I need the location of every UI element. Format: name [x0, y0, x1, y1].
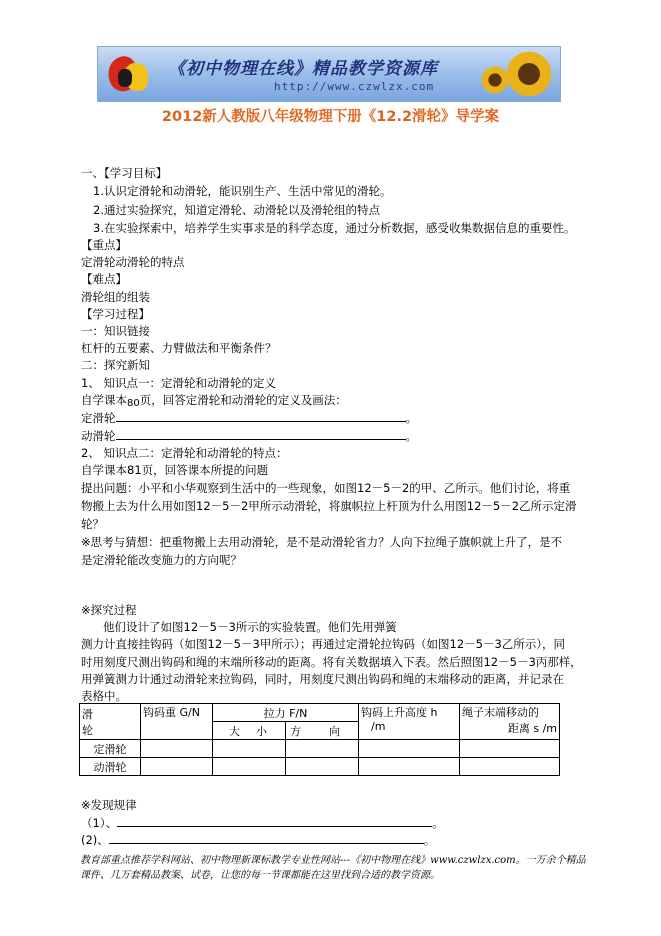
table-header-force-size	[213, 722, 286, 740]
table-header-pulley	[80, 704, 141, 740]
footer-line: 课件、几万套精品教案、试卷，让您的每一节课都能在这里找到合适的教学资源。	[80, 870, 440, 881]
table-header-rope	[460, 704, 560, 740]
explore-line: 表格中。	[81, 689, 127, 703]
force-dir-char: 方	[290, 724, 301, 738]
banner-title: 《初中物理在线》精品教学资源库	[168, 59, 438, 79]
goal-item: 2.通过实验探究，知道定滑轮、动滑轮以及滑轮组的特点	[93, 203, 380, 217]
table-cell[interactable]	[141, 758, 213, 776]
key-point-heading: 【重点】	[81, 238, 127, 252]
findings-heading: ※发现规律	[81, 798, 137, 812]
sunflower-icon	[504, 49, 554, 99]
finding-item-2	[81, 832, 435, 847]
part1-text: 杠杆的五要素、力臂做法和平衡条件？	[81, 341, 277, 355]
experiment-table	[79, 703, 560, 776]
process-heading: 【学习过程】	[81, 307, 150, 321]
finding-item-1-label: （1）、	[81, 816, 118, 830]
table-header-pulley-1: 滑	[82, 707, 93, 721]
point1-task	[81, 393, 347, 409]
part2-heading: 二：探究新知	[81, 358, 150, 372]
question-line: 提出问题：小平和小华观察到生活中的一些现象，如图12－5－2的甲、乙所示。他们讨论，将重	[81, 481, 571, 495]
header-banner	[97, 46, 561, 102]
difficulty-heading: 【难点】	[81, 272, 127, 286]
finding-2-answer-line[interactable]	[109, 832, 424, 844]
site-logo-icon-dark	[118, 69, 132, 87]
table-header-rope-2: 距离 s /m	[507, 722, 557, 735]
point1-title: 1、 知识点一：定滑轮和动滑轮的定义	[81, 376, 276, 390]
goal-item: 1.认识定滑轮和动滑轮，能识别生产、生活中常见的滑轮。	[93, 184, 392, 198]
table-row	[80, 740, 560, 758]
table-header-height-1: 钩码上升高度 h	[361, 706, 438, 719]
table-header-height	[359, 704, 460, 740]
question-line: 物搬上去为什么用如图12－5－2甲所示动滑轮，将旗帜拉上杆顶为什么用图12－5－2乙所示定滑	[81, 499, 577, 513]
point1-page: 80	[127, 398, 140, 409]
question-line: 轮？	[81, 517, 104, 531]
table-cell[interactable]	[359, 758, 460, 776]
table-row-label: 动滑轮	[80, 758, 141, 776]
table-cell[interactable]	[460, 758, 560, 776]
table-header-force: 拉力 F/N	[213, 704, 359, 722]
difficulty-text: 滑轮组的组装	[81, 290, 150, 304]
table-cell[interactable]	[286, 758, 359, 776]
footer-line: 教育部重点推荐学科网站、初中物理新课标教学专业性网站---《初中物理在线》www.czwlzx.com。一万余个精品	[80, 855, 586, 866]
table-cell[interactable]	[213, 758, 286, 776]
goal-item: 3.在实验探索中，培养学生实事求是的科学态度，通过分析数据，感受收集数据信息的重要性。	[93, 221, 576, 235]
part1-heading: 一：知识链接	[81, 324, 150, 338]
table-cell[interactable]	[213, 740, 286, 758]
finding-1-answer-line[interactable]	[117, 815, 432, 827]
explore-line: 时用刻度尺测出钩码和绳的末端所移动的距离。将有关数据填入下表。然后照图12－5－3丙那样，	[81, 655, 582, 669]
table-header-pulley-2: 轮	[82, 723, 93, 737]
explore-heading: ※探究过程	[81, 603, 137, 617]
fixed-pulley-blank	[81, 410, 417, 425]
table-header-force-direction	[286, 722, 359, 740]
explore-line: 他们设计了如图12－5－3所示的实验装置。他们先用弹簧	[103, 620, 397, 634]
table-header-height-2: /m	[371, 720, 386, 733]
key-point-text: 定滑轮动滑轮的特点	[81, 255, 185, 269]
movable-end-mark: 。	[405, 429, 417, 443]
point2-title: 2、 知识点二：定滑轮和动滑轮的特点：	[81, 446, 288, 460]
table-cell[interactable]	[141, 740, 213, 758]
table-header-rope-1: 绳子末端移动的	[462, 706, 539, 719]
fixed-end-mark: 。	[405, 411, 417, 425]
finding-item-1	[81, 815, 444, 830]
point2-task: 自学课本81页，回答课本所提的问题	[81, 463, 269, 477]
think-line: 是定滑轮能改变施力的方向呢？	[81, 553, 242, 567]
table-row-label: 定滑轮	[80, 740, 141, 758]
fixed-pulley-label: 定滑轮	[81, 411, 116, 425]
point1-task-a: 自学课本	[81, 393, 127, 407]
table-cell[interactable]	[359, 740, 460, 758]
table-row	[80, 758, 560, 776]
force-dir-char: 向	[329, 724, 340, 738]
point1-task-b: 页，回答定滑轮和动滑轮的定义及画法：	[139, 393, 347, 407]
table-cell[interactable]	[286, 740, 359, 758]
movable-pulley-answer-line[interactable]	[116, 428, 406, 440]
explore-line: 用弹簧测力计通过动滑轮来拉钩码，同时，用刻度尺测出钩码和绳的末端移动的距离，并记录在	[81, 672, 564, 686]
table-header-weight: 钩码重 G/N	[141, 704, 213, 740]
think-line: ※思考与猜想：把重物搬上去用动滑轮，是不是动滑轮省力？人向下拉绳子旗帜就上升了，是不	[81, 535, 563, 549]
finding-2-end-mark: 。	[423, 833, 436, 847]
force-size-char: 小	[256, 724, 267, 738]
movable-pulley-label: 动滑轮	[81, 429, 116, 443]
movable-pulley-blank	[81, 428, 417, 443]
goals-heading: 一、【学习目标】	[81, 166, 168, 180]
finding-item-2-label: (2)、	[81, 833, 109, 847]
force-size-char: 大	[229, 724, 240, 738]
table-cell[interactable]	[460, 740, 560, 758]
finding-1-end-mark: 。	[432, 816, 444, 830]
document-title: 2012新人教版八年级物理下册《12.2滑轮》导学案	[161, 109, 500, 125]
explore-line: 测力计直接挂钩码（如图12－5－3甲所示）；再通过定滑轮拉钩码（如图12－5－3乙所示），同	[81, 637, 566, 651]
fixed-pulley-answer-line[interactable]	[116, 410, 406, 422]
banner-url[interactable]: http://www.czwlzx.com	[274, 80, 435, 93]
